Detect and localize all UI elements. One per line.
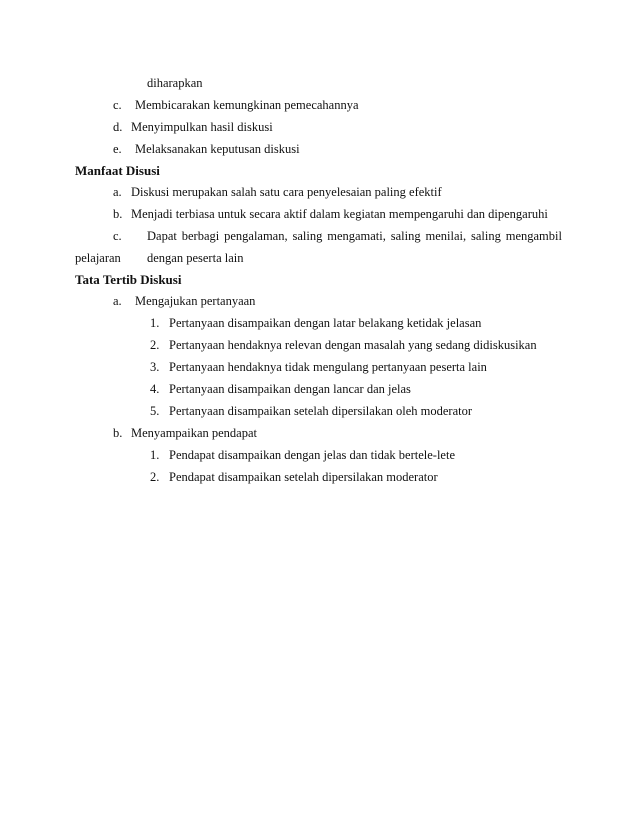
list-marker: e. — [113, 142, 122, 156]
sublist-number: 2. — [150, 470, 160, 484]
list-item-text: Membicarakan kemungkinan pemecahannya — [135, 98, 359, 112]
sublist-item-text: Pertanyaan disampaikan dengan lancar dan jelas — [169, 382, 411, 396]
list-marker: b. — [113, 207, 123, 221]
list-item-text: Menjadi terbiasa untuk secara aktif dalam kegiatan mempengaruhi dan dipengaruhi — [131, 207, 548, 221]
sublist-number: 4. — [150, 382, 160, 396]
sublist-item-text: Pertanyaan disampaikan dengan latar belakang ketidak jelasan — [169, 316, 482, 330]
word: saling — [471, 229, 501, 243]
sublist-number: 5. — [150, 404, 160, 418]
section-heading-manfaat: Manfaat Disusi — [75, 163, 160, 178]
list-item-text: Mengajukan pertanyaan — [135, 294, 256, 308]
sublist-number: 3. — [150, 360, 160, 374]
sublist-number: 1. — [150, 316, 160, 330]
list-item-text: Menyampaikan pendapat — [131, 426, 257, 440]
list-marker: c. — [113, 229, 122, 243]
list-marker: a. — [113, 185, 122, 199]
section-heading-tata-tertib: Tata Tertib Diskusi — [75, 272, 182, 287]
continuation-text: dengan peserta lain — [147, 251, 244, 265]
sublist-item-text: Pertanyaan hendaknya tidak mengulang pertanyaan peserta lain — [169, 360, 487, 374]
word: mengamati, — [327, 229, 386, 243]
sublist-item-text: Pertanyaan hendaknya relevan dengan masalah yang sedang didiskusikan — [169, 338, 537, 352]
list-item-text: Melaksanakan keputusan diskusi — [135, 142, 300, 156]
sublist-number: 1. — [150, 448, 160, 462]
sublist-number: 2. — [150, 338, 160, 352]
list-marker: b. — [113, 426, 123, 440]
sublist-item-text: Pendapat disampaikan setelah dipersilakan moderator — [169, 470, 438, 484]
word: saling — [390, 229, 421, 243]
word: pengalaman, — [224, 229, 288, 243]
continuation-text: pelajaran — [75, 251, 121, 265]
word: mengambil — [505, 229, 562, 243]
word: berbagi — [181, 229, 220, 243]
justified-line — [147, 229, 562, 244]
word: Dapat — [147, 229, 177, 243]
sublist-item-text: Pendapat disampaikan dengan jelas dan tidak bertele-lete — [169, 448, 455, 462]
list-item-text: Menyimpulkan hasil diskusi — [131, 120, 273, 134]
list-marker: a. — [113, 294, 122, 308]
word: saling — [292, 229, 323, 243]
list-marker: c. — [113, 98, 122, 112]
list-marker: d. — [113, 120, 123, 134]
continuation-text: diharapkan — [147, 76, 203, 90]
list-item-text: Diskusi merupakan salah satu cara penyelesaian paling efektif — [131, 185, 442, 199]
word: menilai, — [425, 229, 467, 243]
sublist-item-text: Pertanyaan disampaikan setelah dipersilakan oleh moderator — [169, 404, 473, 418]
